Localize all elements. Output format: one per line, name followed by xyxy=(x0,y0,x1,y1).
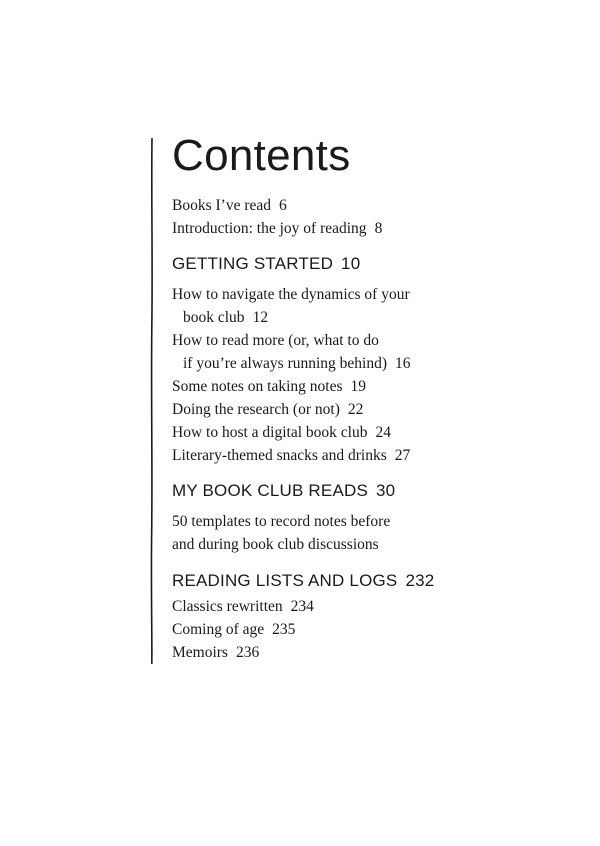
toc-entry-introduction[interactable] xyxy=(172,217,582,240)
toc-entry-label: Classics rewritten xyxy=(172,598,283,615)
toc-entry-page: 22 xyxy=(347,401,364,418)
toc-entry-navigate-dynamics[interactable] xyxy=(172,283,582,329)
toc-entry-digital-club[interactable] xyxy=(172,421,582,444)
section-heading-label: READING LISTS AND LOGS xyxy=(172,571,398,590)
section-heading-page: 30 xyxy=(376,481,396,500)
toc-entry-line: How to read more (or, what to do xyxy=(172,332,379,349)
toc-entry-read-more[interactable] xyxy=(172,329,582,375)
toc-entry-books-read[interactable] xyxy=(172,194,582,217)
toc-entry-snacks-drinks[interactable] xyxy=(172,444,582,467)
toc-entry-page: 236 xyxy=(235,644,260,661)
toc-entry-page: 24 xyxy=(375,424,391,441)
toc-entry-research[interactable] xyxy=(172,398,582,421)
toc-entry-page: 235 xyxy=(272,621,296,638)
toc-entry-classics-rewritten[interactable] xyxy=(172,595,582,618)
toc-entry-label: book club xyxy=(183,309,245,326)
toc-entry-label: Memoirs xyxy=(172,644,228,661)
toc-entry-page: 8 xyxy=(374,220,383,237)
toc-entry-taking-notes[interactable] xyxy=(172,375,582,398)
section-heading-reading-lists[interactable] xyxy=(172,569,582,593)
toc-entry-line-continued xyxy=(172,352,582,375)
toc-entry-page: 12 xyxy=(252,309,269,326)
toc-entry-page: 16 xyxy=(395,355,411,372)
toc-entry-label: Introduction: the joy of reading xyxy=(172,220,367,237)
section-heading-getting-started[interactable] xyxy=(172,252,582,276)
toc-entry-coming-of-age[interactable] xyxy=(172,618,582,641)
page-title: Contents xyxy=(172,131,351,180)
toc-entry-page: 6 xyxy=(279,197,287,214)
toc-entry-label: Some notes on taking notes xyxy=(172,378,343,395)
toc-entry-label: Books I’ve read xyxy=(172,197,271,214)
toc-entry-page: 19 xyxy=(350,378,366,395)
toc-entry-label: Doing the research (or not) xyxy=(172,401,340,418)
toc-entry-line: How to navigate the dynamics of your xyxy=(172,286,410,303)
section-heading-my-book-club-reads[interactable] xyxy=(172,479,582,503)
section-heading-label: GETTING STARTED xyxy=(172,254,334,273)
toc-entry-line-continued: and during book club discussions xyxy=(172,536,379,553)
vertical-rule xyxy=(147,138,157,664)
toc-entry-label: if you’re always running behind) xyxy=(183,355,388,372)
toc-entry-line-continued xyxy=(172,306,582,329)
section-heading-page: 10 xyxy=(341,254,361,273)
section-heading-label: MY BOOK CLUB READS xyxy=(172,481,369,500)
toc-entry-label: Literary-themed snacks and drinks xyxy=(172,447,387,464)
toc-entry-label: Coming of age xyxy=(172,621,265,638)
section-heading-page: 232 xyxy=(405,571,435,590)
toc-entry-memoirs[interactable] xyxy=(172,641,582,664)
toc-entry-label: How to host a digital book club xyxy=(172,424,368,441)
toc-entry-page: 234 xyxy=(290,598,314,615)
toc-entry-page: 27 xyxy=(394,447,411,464)
toc-entry-line: 50 templates to record notes before xyxy=(172,513,391,530)
toc-entry-templates[interactable] xyxy=(172,510,582,556)
table-of-contents xyxy=(172,128,582,664)
